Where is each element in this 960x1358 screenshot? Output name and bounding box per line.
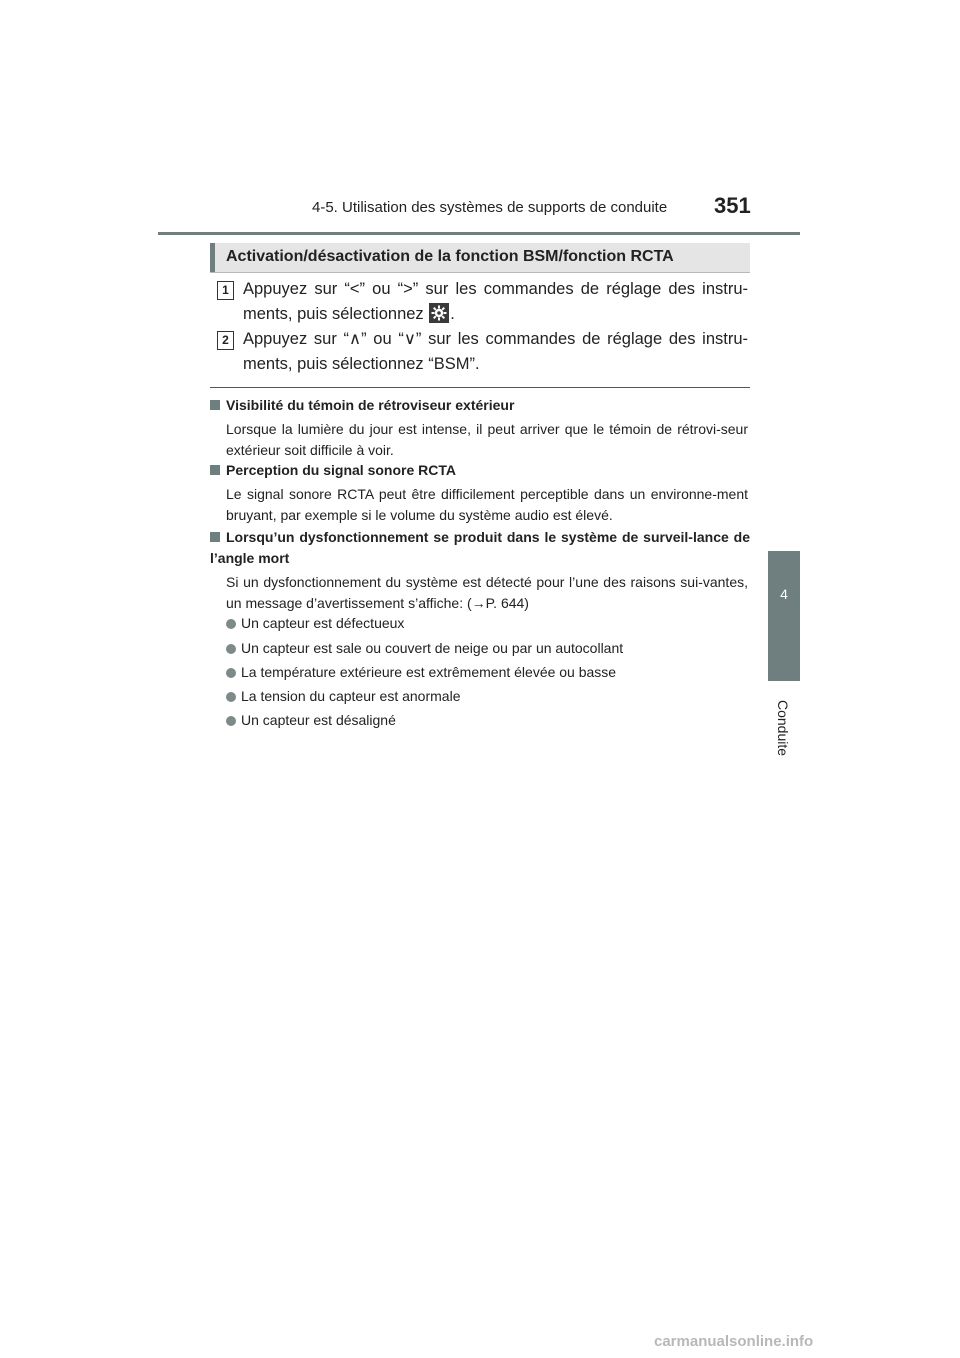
list-item: Un capteur est sale ou couvert de neige ou par un autocollant bbox=[226, 640, 746, 656]
square-bullet-icon bbox=[210, 400, 220, 410]
list-item: Un capteur est désaligné bbox=[226, 712, 746, 728]
step-text-1: Appuyez sur “<” ou “>” sur les commandes de réglage des instru-ments, puis sélectionnez . bbox=[243, 280, 748, 323]
bullet-dot-icon bbox=[226, 644, 236, 654]
header-rule bbox=[158, 232, 800, 235]
note-text-3: Si un dysfonctionnement du système est détecté pour l’une des raisons sui-vantes, un message d’avertissement s’affiche: (→P. 644) bbox=[226, 574, 748, 611]
watermark: carmanualsonline.info bbox=[654, 1333, 814, 1350]
page-number: 351 bbox=[714, 193, 751, 218]
chapter-number: 4 bbox=[780, 586, 788, 602]
section-divider bbox=[210, 387, 750, 388]
bullet-dot-icon bbox=[226, 692, 236, 702]
chapter-tab[interactable] bbox=[768, 551, 800, 681]
note-text-2: Le signal sonore RCTA peut être difficilement perceptible dans un environne-ment bruyant, par exemple si le volume du système audio est élevé. bbox=[226, 486, 748, 523]
step-number-1: 1 bbox=[217, 281, 234, 300]
square-bullet-icon bbox=[210, 465, 220, 475]
section-header bbox=[210, 243, 750, 273]
note-heading-1: Visibilité du témoin de rétroviseur extérieur bbox=[210, 397, 750, 413]
list-item: La tension du capteur est anormale bbox=[226, 688, 746, 704]
note-heading-2: Perception du signal sonore RCTA bbox=[210, 462, 750, 478]
list-item: La température extérieure est extrêmement élevée ou basse bbox=[226, 664, 746, 680]
step-text-2: Appuyez sur “∧” ou “∨” sur les commandes de réglage des instru-ments, puis sélectionnez “BSM”. bbox=[243, 330, 748, 373]
running-header: 4-5. Utilisation des systèmes de supports de conduite bbox=[312, 199, 668, 216]
bullet-dot-icon bbox=[226, 716, 236, 726]
section-title: Activation/désactivation de la fonction BSM/fonction RCTA bbox=[226, 248, 674, 265]
step-number-2: 2 bbox=[217, 331, 234, 350]
bullet-dot-icon bbox=[226, 668, 236, 678]
section-accent-bar bbox=[210, 243, 215, 272]
gear-icon bbox=[429, 303, 449, 323]
square-bullet-icon bbox=[210, 532, 220, 542]
note-heading-3: Lorsqu’un dysfonctionnement se produit dans le système de surveil-lance de l’angle mort bbox=[210, 529, 750, 566]
bullet-dot-icon bbox=[226, 619, 236, 629]
note-text-1: Lorsque la lumière du jour est intense, il peut arriver que le témoin de rétrovi-seur extérieur soit difficile à voir. bbox=[226, 421, 748, 458]
chapter-label: Conduite bbox=[775, 700, 791, 757]
list-item: Un capteur est défectueux bbox=[226, 615, 746, 631]
